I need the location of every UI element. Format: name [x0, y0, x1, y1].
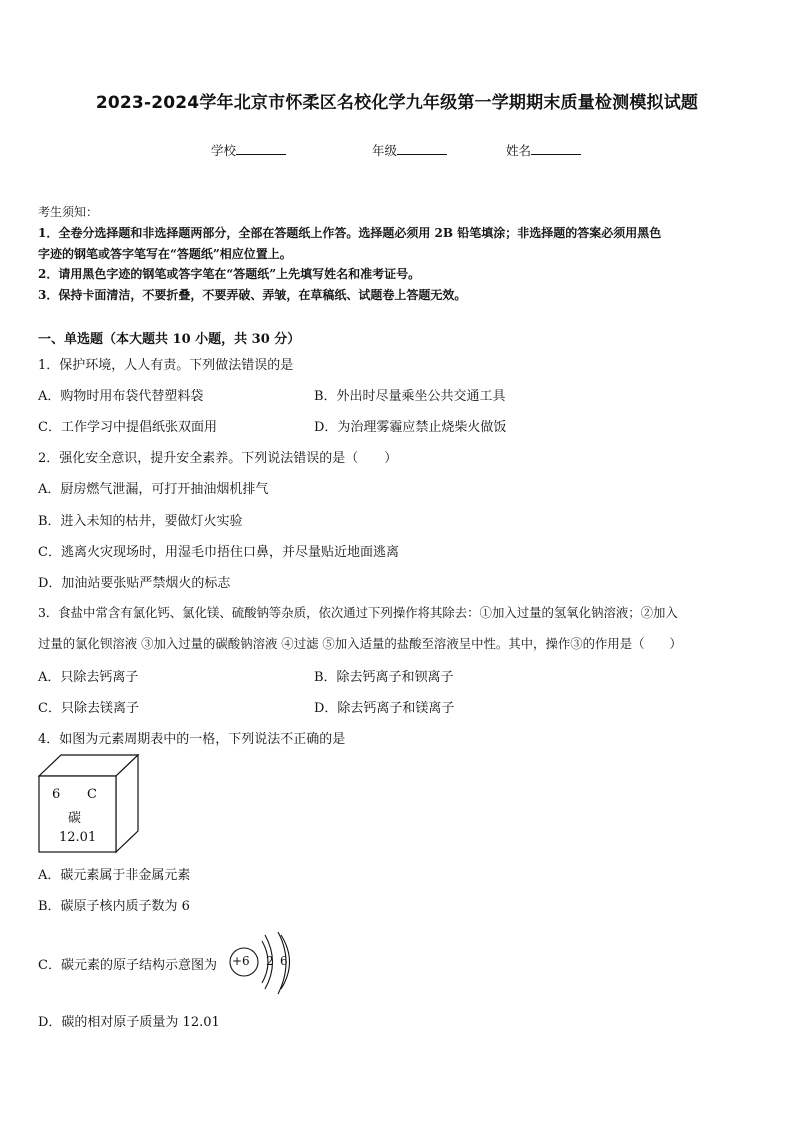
section-heading: 一、单选题（本大题共 10 小题，共 30 分） — [38, 332, 301, 347]
q4-stem: 4．如图为元素周期表中的一格，下列说法不正确的是 — [38, 732, 346, 747]
notice-line-4: 3．保持卡面清洁，不要折叠，不要弄破、弄皱，在草稿纸、试题卷上答题无效。 — [38, 288, 467, 302]
atomic-number: 6 — [52, 787, 61, 802]
nucleus-charge: +6 — [232, 954, 250, 968]
q2-option-c[interactable]: C．逃离火灾现场时，用湿毛巾捂住口鼻，并尽量贴近地面逃离 — [38, 545, 399, 560]
q3-stem-line-2: 过量的氯化钡溶液 ③加入过量的碳酸钠溶液 ④过滤 ⑤加入适量的盐酸至溶液呈中性。其中，操作③的作用是（ ） — [38, 636, 682, 651]
atomic-mass: 12.01 — [59, 830, 97, 845]
shell-2-electrons: 6 — [280, 954, 288, 968]
q3-stem-line-1: 3．食盐中常含有氯化钙、氯化镁、硫酸钠等杂质，依次通过下列操作将其除去：①加入过量的氢氧化钠溶液；②加入 — [38, 605, 678, 620]
school-blank[interactable] — [236, 143, 286, 155]
q2-option-d[interactable]: D．加油站要张贴严禁烟火的标志 — [38, 576, 231, 591]
notice-heading: 考生须知： — [38, 205, 99, 219]
name-label: 姓名 — [506, 143, 532, 158]
q4-option-c[interactable]: C．碳元素的原子结构示意图为 — [38, 958, 217, 973]
q3-option-c[interactable]: C．只除去镁离子 — [38, 701, 139, 716]
notice-line-1: 1．全卷分选择题和非选择题两部分，全部在答题纸上作答。选择题必须用 2B 铅笔填涂；非选择题的答案必须用黑色 — [38, 226, 662, 240]
q2-option-b[interactable]: B．进入未知的枯井，要做灯火实验 — [38, 514, 243, 529]
notice-line-2: 字迹的钢笔或答字笔写在“答题纸”相应位置上。 — [38, 247, 292, 261]
q4-option-a[interactable]: A．碳元素属于非金属元素 — [38, 868, 191, 883]
q1-option-a[interactable]: A．购物时用布袋代替塑料袋 — [38, 389, 204, 404]
grade-label: 年级 — [372, 143, 398, 158]
name-field[interactable] — [506, 141, 581, 159]
q1-stem: 1．保护环境，人人有责。下列做法错误的是 — [38, 358, 294, 373]
school-field[interactable] — [211, 141, 286, 159]
grade-blank[interactable] — [397, 143, 447, 155]
school-label: 学校 — [211, 143, 237, 158]
q1-option-c[interactable]: C．工作学习中提倡纸张双面用 — [38, 420, 217, 435]
grade-field[interactable] — [372, 141, 447, 159]
q1-option-d[interactable]: D．为治理雾霾应禁止烧柴火做饭 — [314, 420, 507, 435]
q3-option-a[interactable]: A．只除去钙离子 — [38, 670, 139, 685]
q4-option-d[interactable]: D．碳的相对原子质量为 12.01 — [38, 1015, 220, 1030]
name-blank[interactable] — [531, 143, 581, 155]
page-title: 2023-2024学年北京市怀柔区名校化学九年级第一学期期末质量检测模拟试题 — [95, 93, 699, 113]
element-symbol: C — [87, 787, 97, 802]
shell-1-electrons: 2 — [266, 954, 274, 968]
q3-option-b[interactable]: B．除去钙离子和钡离子 — [314, 670, 454, 685]
q4-option-b[interactable]: B．碳原子核内质子数为 6 — [38, 899, 190, 914]
element-name: 碳 — [68, 811, 82, 826]
q2-stem: 2．强化安全意识，提升安全素养。下列说法错误的是（ ） — [38, 451, 398, 466]
q3-option-d[interactable]: D．除去钙离子和镁离子 — [314, 701, 455, 716]
notice-line-3: 2．请用黑色字迹的钢笔或答字笔在“答题纸”上先填写姓名和准考证号。 — [38, 267, 421, 281]
q2-option-a[interactable]: A．厨房燃气泄漏，可打开抽油烟机排气 — [38, 482, 269, 497]
q1-option-b[interactable]: B．外出时尽量乘坐公共交通工具 — [314, 389, 506, 404]
